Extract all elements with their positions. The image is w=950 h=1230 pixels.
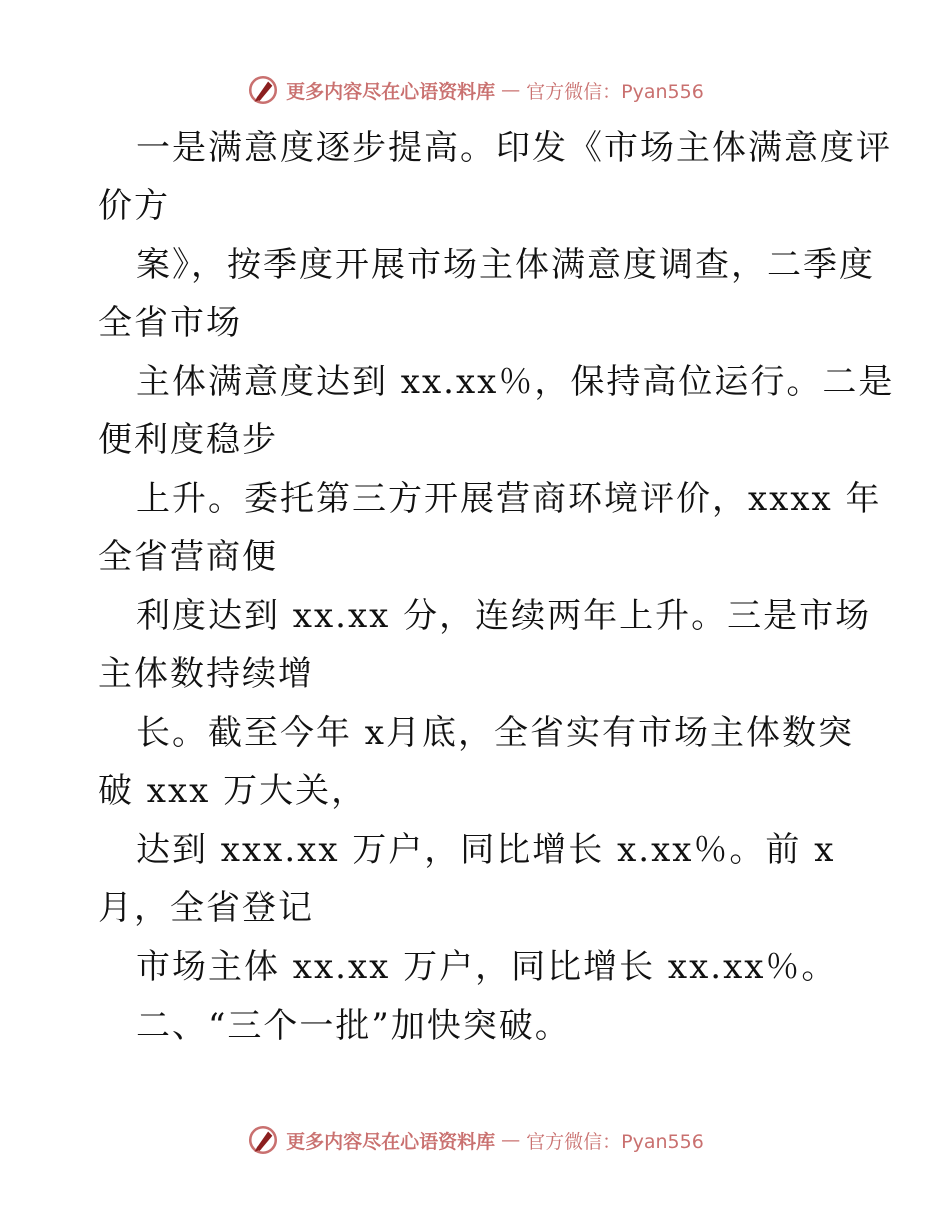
body-line: 案》，按季度开展市场主体满意度调查，二季度 — [136, 245, 875, 285]
pen-nib-logo-icon — [246, 1123, 280, 1157]
body-line: 便利度稳步 — [98, 420, 278, 460]
body-line: 全省营商便 — [98, 537, 278, 577]
body-line: 一是满意度逐步提高。印发《市场主体满意度评 — [136, 128, 892, 168]
body-line: 二、“三个一批”加快突破。 — [136, 1006, 571, 1046]
header-banner — [0, 70, 950, 110]
body-line: 市场主体 xx.xx 万户，同比增长 xx.xx％。 — [136, 947, 838, 987]
body-line: 价方 — [98, 186, 170, 226]
body-line: 主体数持续增 — [98, 654, 314, 694]
body-line: 达到 xxx.xx 万户，同比增长 x.xx％。前 x — [136, 830, 836, 870]
header-banner-text: 更多内容尽在心语资料库 — [286, 80, 496, 103]
body-line: 利度达到 xx.xx 分，连续两年上升。三是市场 — [136, 596, 872, 636]
footer-banner-wechat: 官方微信：Pyan556 — [526, 1130, 704, 1153]
pen-nib-logo-icon — [246, 73, 280, 107]
body-line: 主体满意度达到 xx.xx％，保持高位运行。二是 — [136, 362, 895, 402]
footer-banner-text: 更多内容尽在心语资料库 — [286, 1130, 496, 1153]
body-line: 全省市场 — [98, 303, 242, 343]
body-line: 破 xxx 万大关， — [98, 771, 368, 811]
footer-banner-separator: — — [501, 1129, 521, 1151]
body-line: 长。截至今年 x月底，全省实有市场主体数突 — [136, 713, 854, 753]
body-line: 月，全省登记 — [98, 888, 314, 928]
footer-banner — [0, 1120, 950, 1160]
body-line: 上升。委托第三方开展营商环境评价，xxxx 年 — [136, 479, 882, 519]
header-banner-separator: — — [501, 79, 521, 101]
header-banner-wechat: 官方微信：Pyan556 — [526, 80, 704, 103]
